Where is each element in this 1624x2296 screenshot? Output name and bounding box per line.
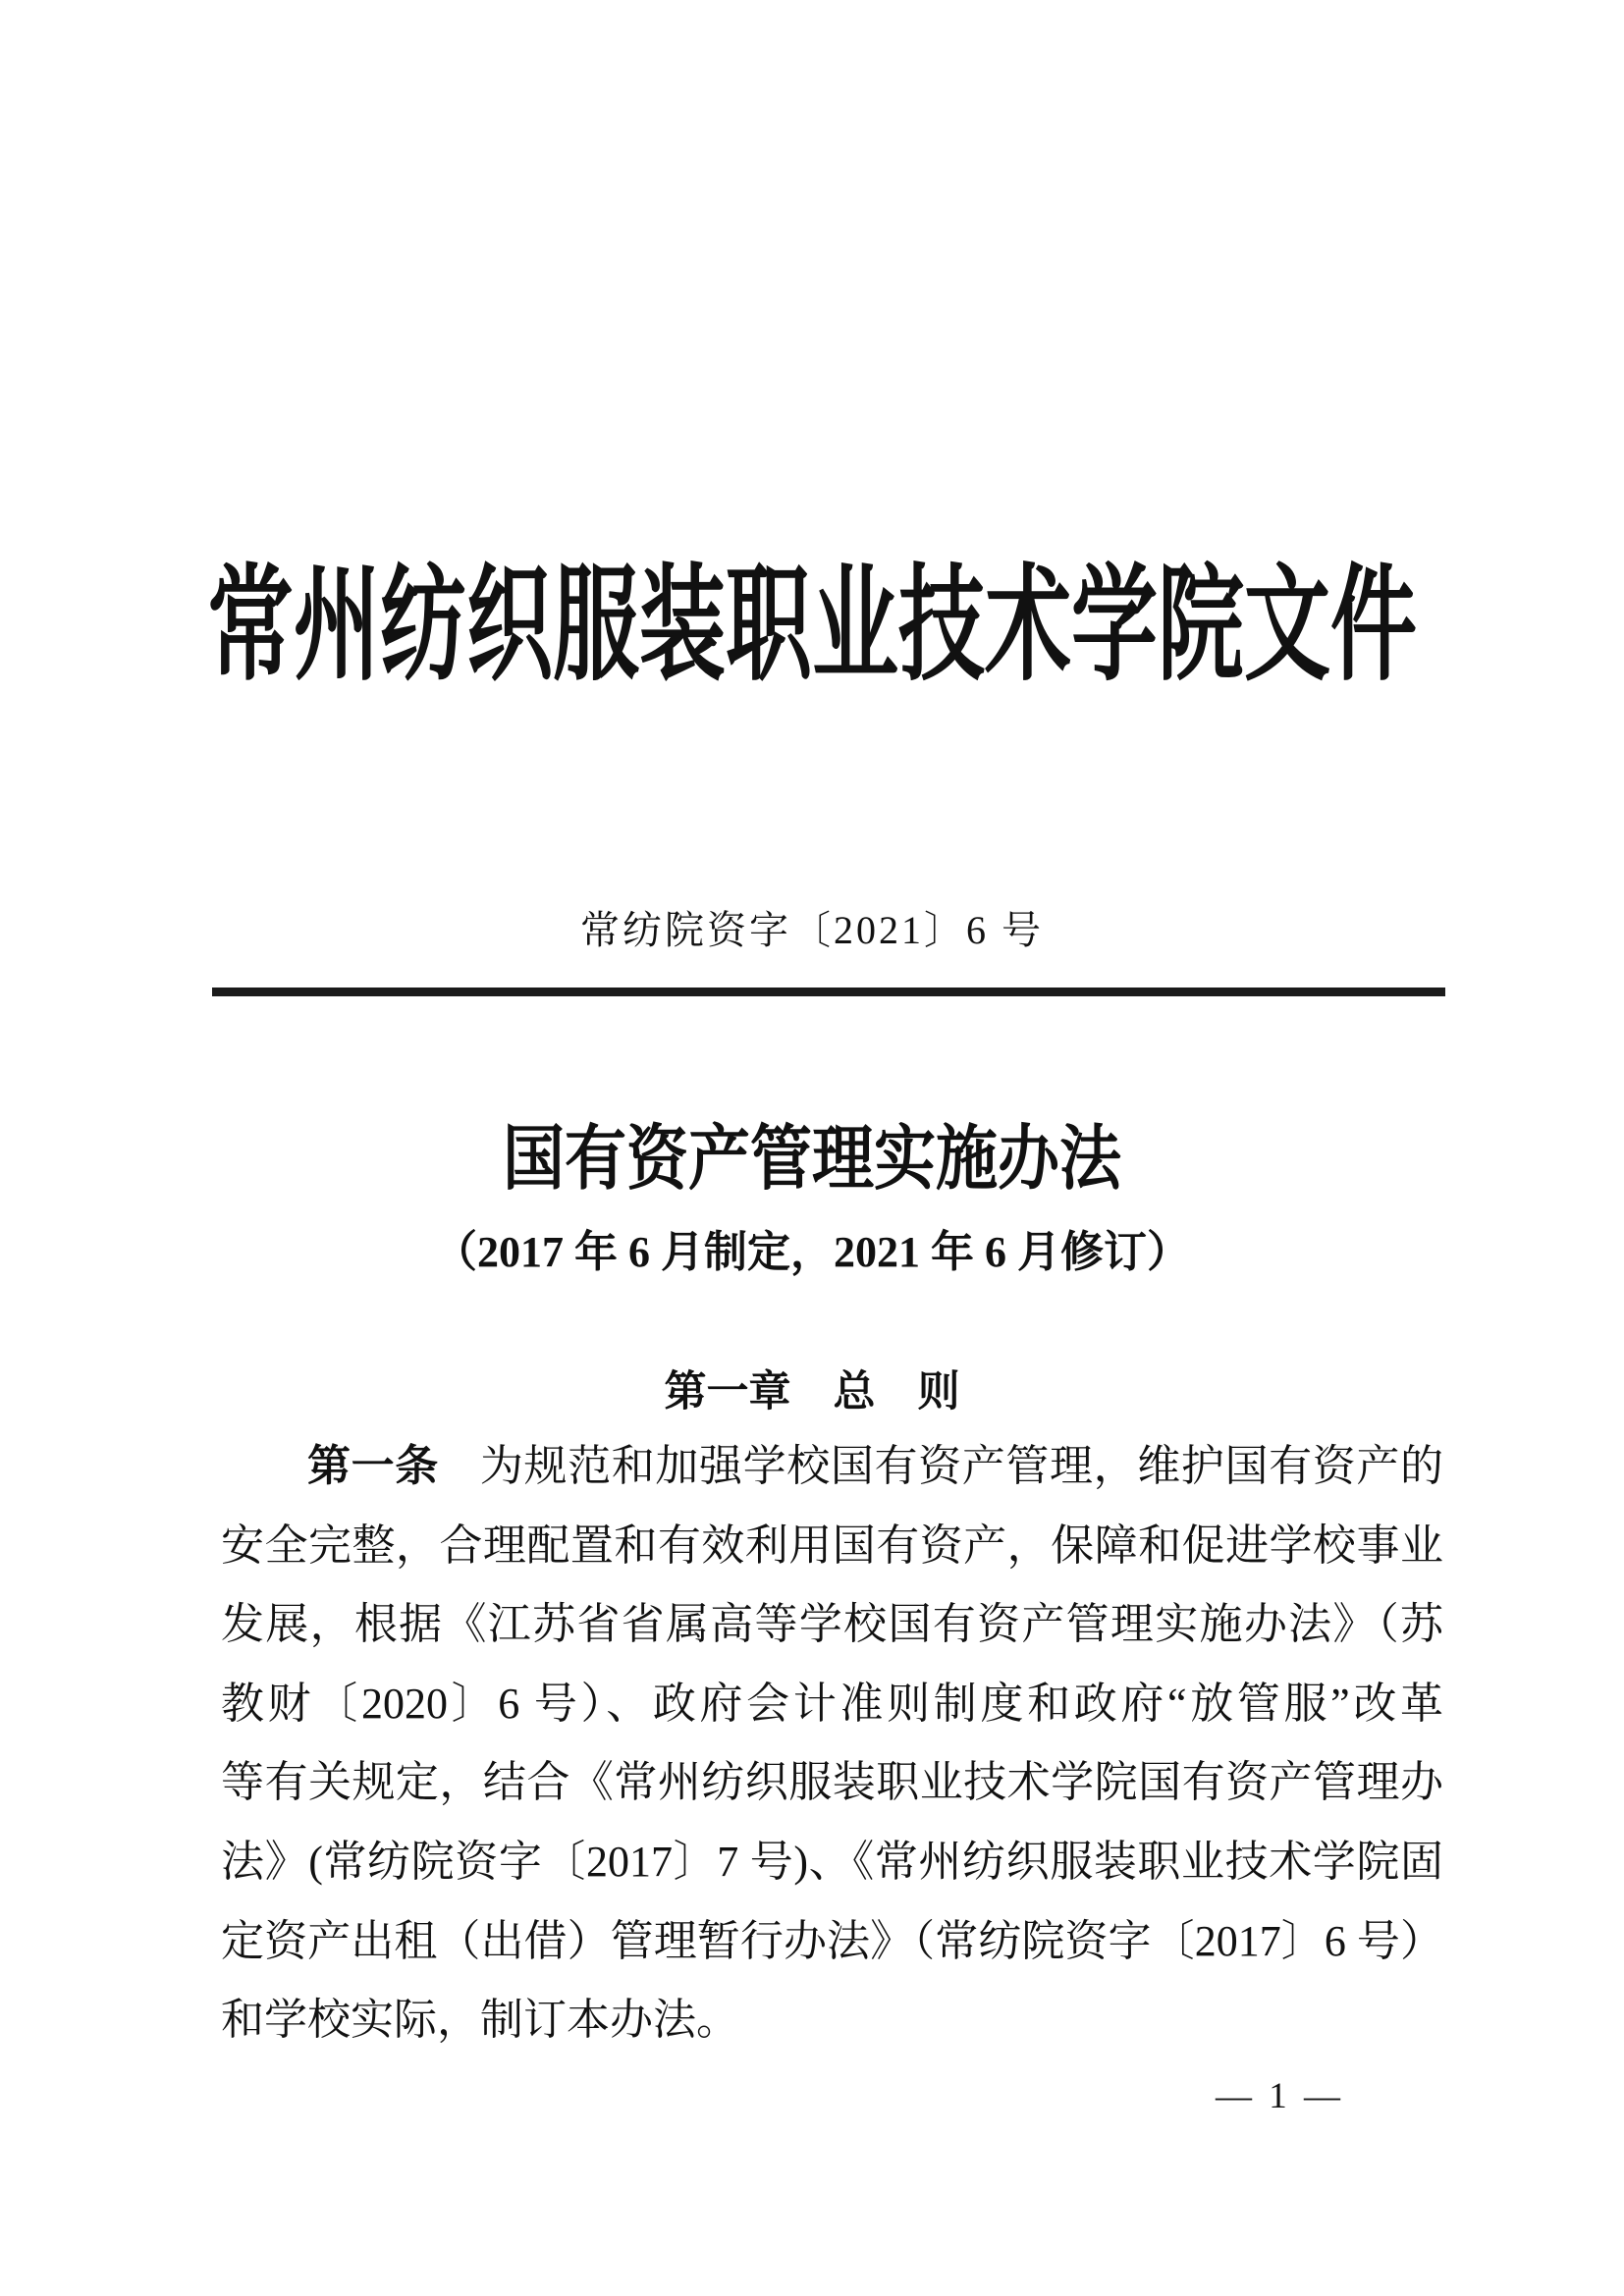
document-number: 常纺院资字〔2021〕6 号 bbox=[580, 908, 1044, 952]
masthead-divider-rule bbox=[212, 988, 1445, 996]
paragraph-line: 和学校实际，制订本办法。 bbox=[221, 1996, 739, 2045]
document-subtitle: （2017 年 6 月制定，2021 年 6 月修订） bbox=[434, 1228, 1190, 1276]
masthead-title-text: 常州纺织服装职业技术学院文件 bbox=[206, 558, 1417, 698]
paragraph-line: 发展，根据《江苏省省属高等学校国有资产管理实施办法》（苏 bbox=[221, 1600, 1443, 1649]
paragraph-line-text: 为规范和加强学校国有资产管理，维护国有资产的 bbox=[479, 1442, 1443, 1490]
masthead bbox=[0, 560, 1624, 697]
paragraph-line bbox=[221, 1427, 1443, 1507]
paragraph-line: 等有关规定，结合《常州纺织服装职业技术学院国有资产管理办 bbox=[221, 1758, 1443, 1807]
article-label: 第一条 bbox=[307, 1442, 439, 1490]
paragraph-line: 安全完整，合理配置和有效利用国有资产，保障和促进学校事业 bbox=[221, 1521, 1443, 1570]
document-title bbox=[0, 1115, 1624, 1203]
chapter-heading: 第一章 总 则 bbox=[664, 1368, 960, 1415]
article-body bbox=[221, 1427, 1443, 2060]
paragraph-line: 法》(常纺院资字〔2017〕7 号)、《常州纺织服装职业技术学院固 bbox=[221, 1837, 1443, 1886]
paragraph-line: 定资产出租（出借）管理暂行办法》（常纺院资字〔2017〕6 号） bbox=[221, 1916, 1443, 1965]
paragraph-line: 教财〔2020〕6 号）、政府会计准则制度和政府“放管服”改革 bbox=[221, 1679, 1443, 1728]
page-number: — 1 — bbox=[1216, 2076, 1344, 2116]
document-title-text: 国有资产管理实施办法 bbox=[503, 1119, 1121, 1200]
